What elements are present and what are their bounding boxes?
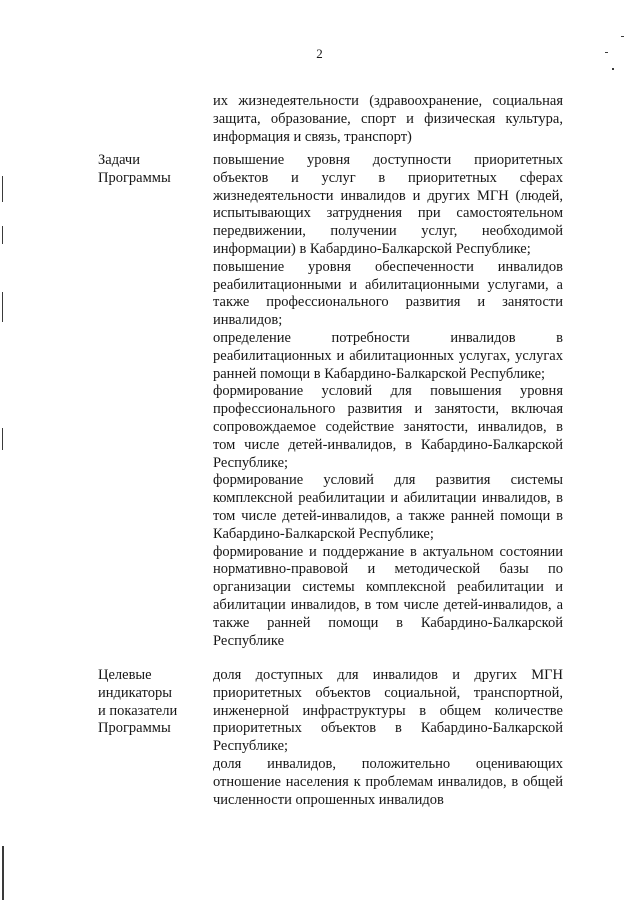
indicators-text-block: [213, 667, 563, 809]
indicators-label-line-4: Программы: [98, 720, 171, 737]
task-paragraph-1: повышение уровня доступности приоритетных объектов и услуг в приоритетных сферах жизнедеятельности инвалидов и других МГН (людей, испытывающих затруднения при самостоятельном передвижении, получении услуг, необходимой информации) в Кабардино-Балкарской Республике;: [213, 152, 563, 257]
scan-mark-left-3: [2, 292, 3, 322]
scan-mark-right-middle: [605, 52, 608, 53]
task-paragraph-6: формирование и поддержание в актуальном состоянии нормативно-правовой и методической базы по организации системы комплексной реабилитации и абилитации инвалидов, в том числе детей-инвалидов, а также ранней помощи в Кабардино-Балкарской Республике: [213, 543, 563, 649]
task-paragraph-5: формирование условий для развития системы комплексной реабилитации и абилитации инвалидов, в том числе детей-инвалидов, а также ранней помощи в Кабардино-Балкарской Республике;: [213, 472, 563, 542]
indicators-label-line-2: индикаторы: [98, 684, 172, 701]
scan-mark-right-lower: [612, 68, 614, 70]
indicator-paragraph-2: доля инвалидов, положительно оценивающих отношение населения к проблемам инвалидов, в общей численности опрошенных инвалидов: [213, 755, 563, 808]
tasks-label: [98, 152, 203, 188]
task-paragraph-4: формирование условий для повышения уровня профессионального развития и занятости, включая сопровождаемое содействие занятости, инвалидов, в том числе детей-инвалидов, в Кабардино-Балкарской Республике;: [213, 383, 563, 471]
tasks-text-block: [213, 152, 563, 650]
continuation-text-block: [213, 93, 563, 146]
scan-mark-right-top: [621, 36, 624, 37]
scan-mark-left-1: [2, 176, 3, 202]
indicators-label: [98, 667, 203, 738]
scan-mark-left-5: [2, 846, 4, 900]
indicators-label-line-1: Целевые: [98, 667, 152, 683]
tasks-label-line-2: Программы: [98, 169, 171, 186]
indicators-label-line-3: и показатели: [98, 702, 178, 719]
task-paragraph-3: определение потребности инвалидов в реабилитационных и абилитационных услугах, услугах ранней помощи в Кабардино-Балкарской Республике;: [213, 329, 563, 382]
scan-mark-left-4: [2, 428, 3, 450]
indicator-paragraph-1: доля доступных для инвалидов и других МГН приоритетных объектов социальной, транспортной, инженерной инфраструктуры в общем количестве приоритетных объектов в Кабардино-Балкарской Республике;: [213, 667, 563, 755]
page-number: 2: [316, 46, 323, 61]
scan-mark-left-2: [2, 226, 3, 244]
continuation-paragraph: их жизнедеятельности (здравоохранение, социальная защита, образование, спорт и физическая культура, информация и связь, транспорт): [213, 93, 563, 145]
task-paragraph-2: повышение уровня обеспеченности инвалидов реабилитационными и абилитационными услугами, а также профессионального развития и занятости инвалидов;: [213, 258, 563, 329]
tasks-label-line-1: Задачи: [98, 152, 140, 168]
